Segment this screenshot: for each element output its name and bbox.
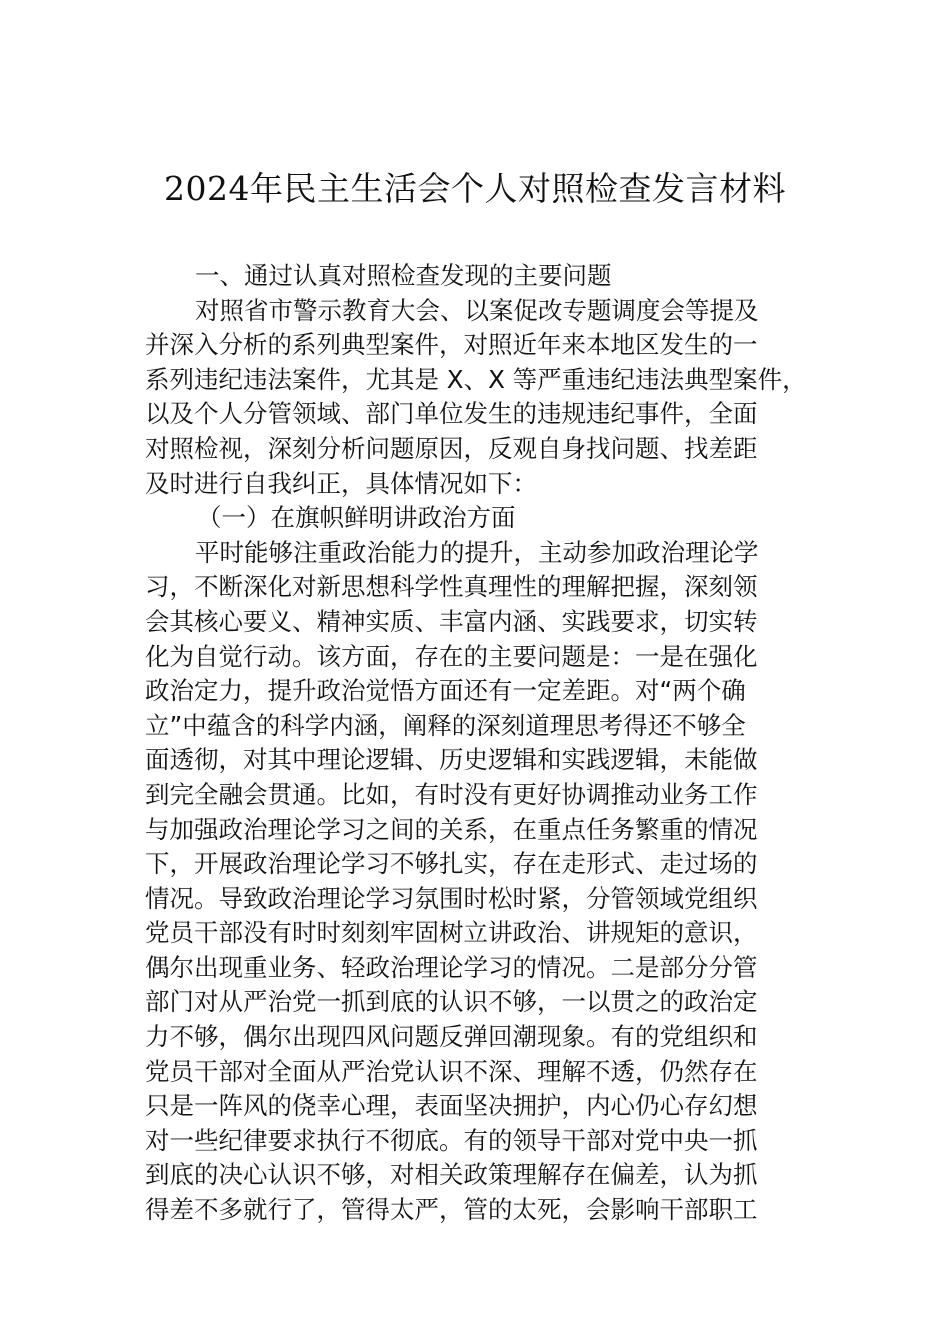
paragraph-line: 化为自觉行动。该方面，存在的主要问题是：一是在强化 <box>145 641 758 671</box>
paragraph-line: 政治定力，提升政治觉悟方面还有一定差距。对“两个确 <box>145 676 746 706</box>
paragraph-line: 偶尔出现重业务、轻政治理论学习的情况。二是部分分管 <box>145 952 758 982</box>
paragraph-line: 平时能够注重政治能力的提升，主动参加政治理论学 <box>195 537 759 567</box>
subsection-heading: （一）在旗帜鲜明讲政治方面 <box>197 503 516 533</box>
paragraph-line: 对一些纪律要求执行不彻底。有的领导干部对党中央一抓 <box>145 1125 758 1155</box>
paragraph-line: 党员干部没有时时刻刻牢固树立讲政治、讲规矩的意识， <box>145 918 758 948</box>
paragraph-line: 立”中蕴含的科学内涵，阐释的深刻道理思考得还不够全 <box>145 710 746 740</box>
paragraph-line: 党员干部对全面从严治党认识不深、理解不透，仍然存在 <box>145 1056 758 1086</box>
section-heading: 一、通过认真对照检查发现的主要问题 <box>195 261 612 290</box>
document-body <box>145 259 805 1228</box>
paragraph-line: 情况。导致政治理论学习氛围时松时紧，分管领域党组织 <box>145 883 758 913</box>
paragraph-line: 习，不断深化对新思想科学性真理性的理解把握，深刻领 <box>145 572 758 602</box>
paragraph-line: 对照省市警示教育大会、以案促改专题调度会等提及 <box>195 295 759 325</box>
paragraph-line: 只是一阵风的侥幸心理，表面坚决拥护，内心仍心存幻想 <box>145 1091 758 1121</box>
paragraph-line: 会其核心要义、精神实质、丰富内涵、实践要求，切实转 <box>145 606 758 636</box>
paragraph-line: 面透彻，对其中理论逻辑、历史逻辑和实践逻辑，未能做 <box>145 745 758 775</box>
paragraph-line: 力不够，偶尔出现四风问题反弹回潮现象。有的党组织和 <box>145 1022 758 1052</box>
paragraph-line: 并深入分析的系列典型案件，对照近年来本地区发生的一 <box>145 330 758 360</box>
paragraph-line: 及时进行自我纠正，具体情况如下： <box>145 468 537 498</box>
paragraph-line: 对照检视，深刻分析问题原因，反观自身找问题、找差距 <box>145 433 758 463</box>
paragraph-line: 下，开展政治理论学习不够扎实，存在走形式、走过场的 <box>145 849 758 879</box>
paragraph-line: 部门对从严治党一抓到底的认识不够，一以贯之的政治定 <box>145 987 758 1017</box>
paragraph-line: 以及个人分管领域、部门单位发生的违规违纪事件，全面 <box>145 399 758 429</box>
paragraph-line: 到底的决心认识不够，对相关政策理解存在偏差，认为抓 <box>145 1160 758 1190</box>
paragraph-line: 得差不多就行了，管得太严，管的太死，会影响干部职工 <box>145 1195 758 1225</box>
paragraph-line: 到完全融会贯通。比如，有时没有更好协调推动业务工作 <box>145 779 758 809</box>
document-title: 2024年民主生活会个人对照检查发言材料 <box>164 169 786 208</box>
paragraph-line: 系列违纪违法案件，尤其是 X、X 等严重违纪违法典型案件， <box>145 364 807 394</box>
paragraph-line: 与加强政治理论学习之间的关系，在重点任务繁重的情况 <box>145 814 758 844</box>
